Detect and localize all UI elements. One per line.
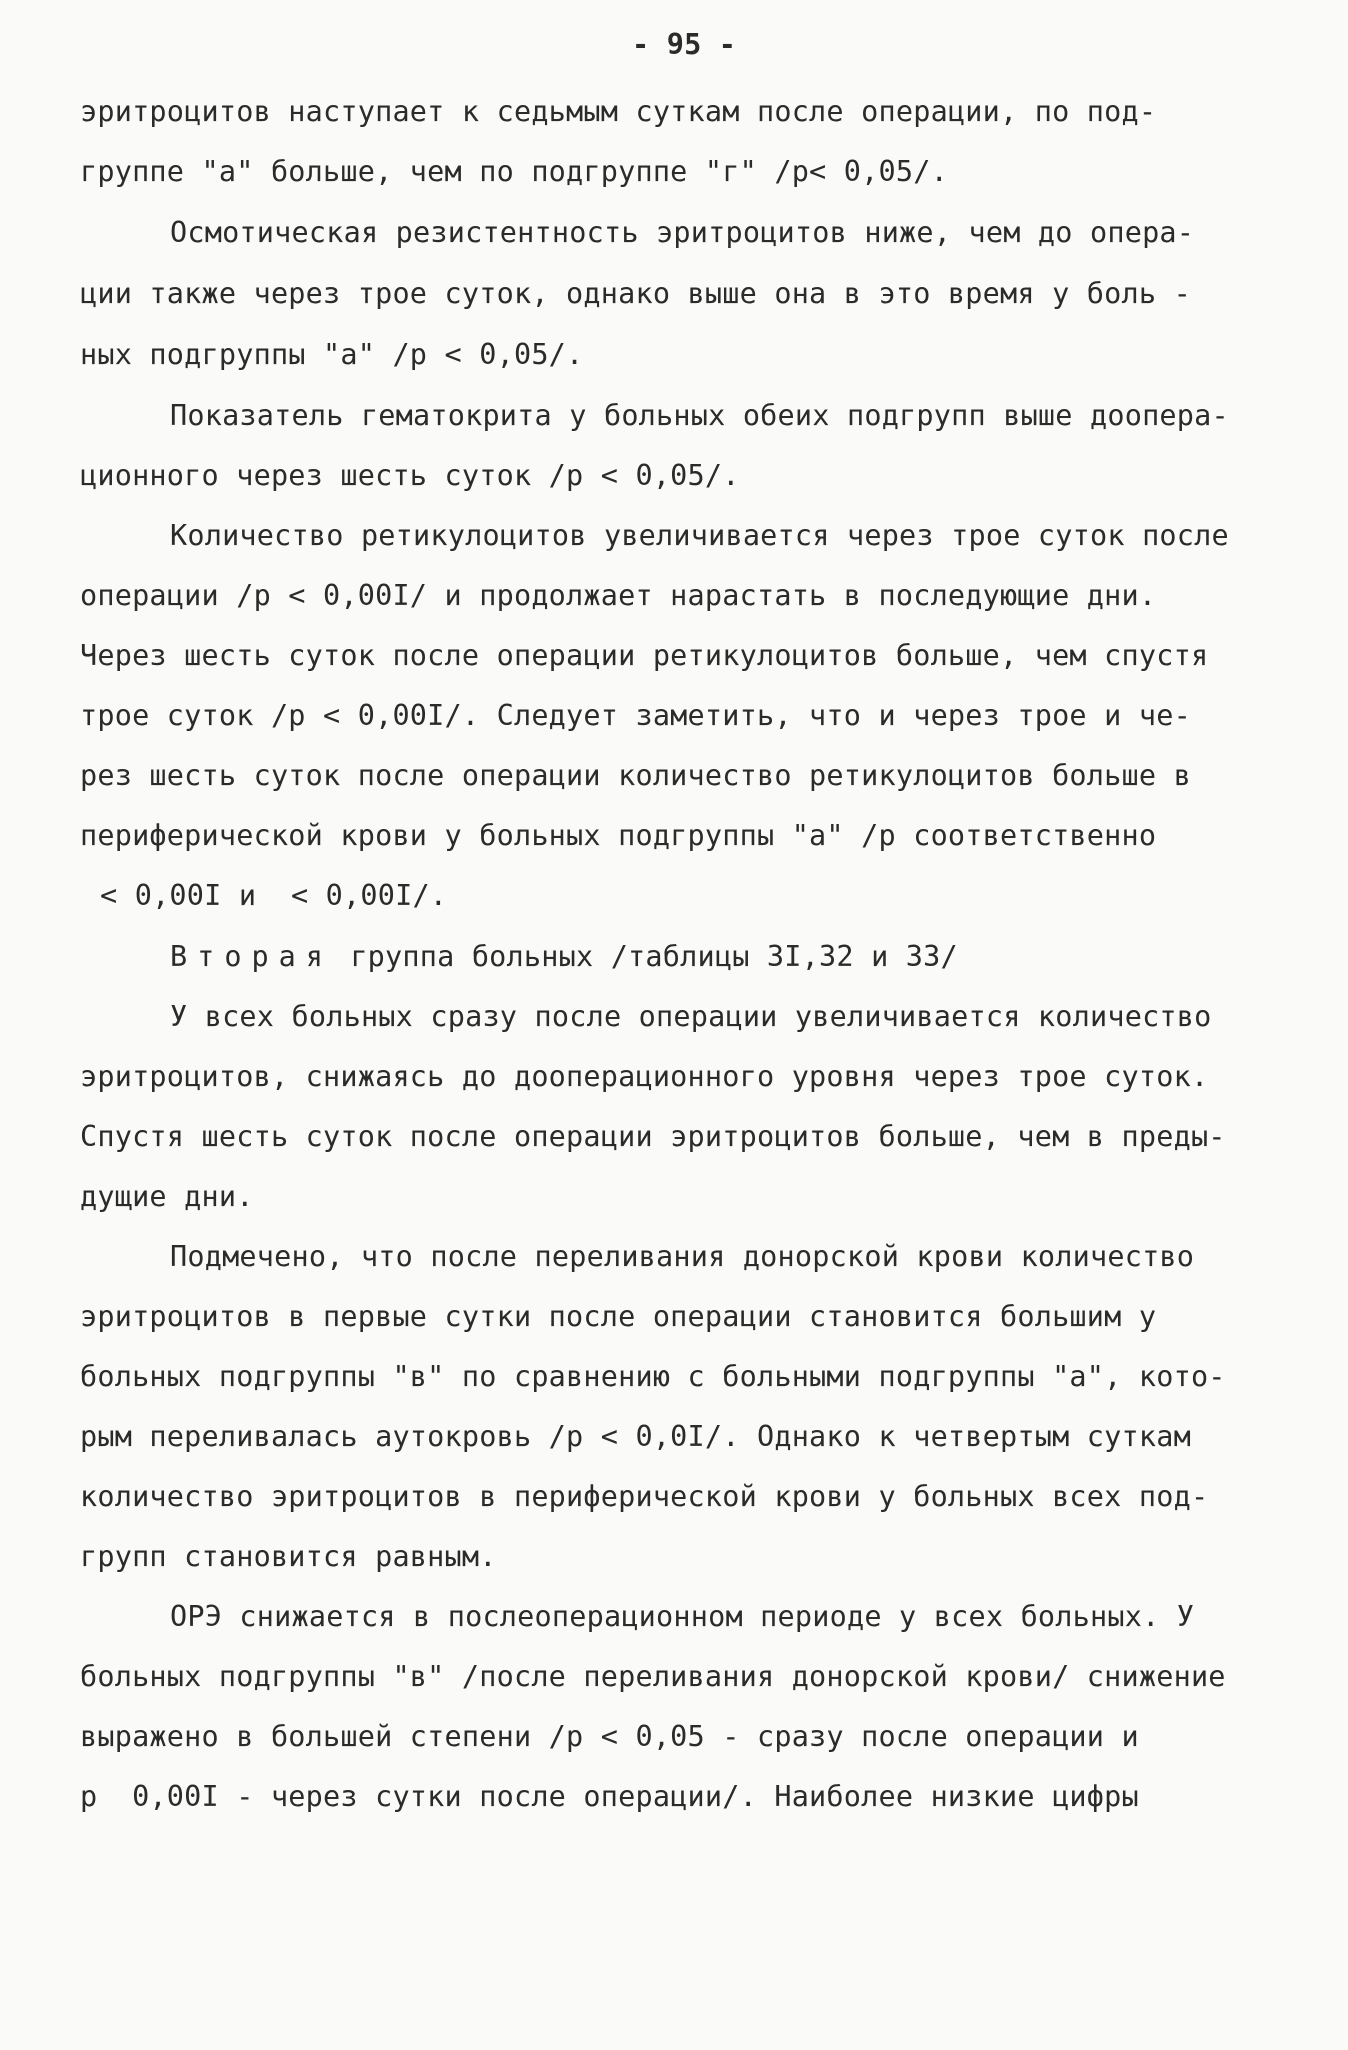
text-line: групп становится равным. bbox=[80, 1540, 497, 1573]
text-line: группе "а" больше, чем по подгруппе "г" /р< 0,05/. bbox=[80, 155, 948, 188]
text-line: эритроцитов, снижаясь до дооперационного уровня через трое суток. bbox=[80, 1060, 1209, 1093]
section-heading bbox=[170, 940, 958, 974]
text-line: дущие дни. bbox=[80, 1180, 254, 1213]
text-line: операции /р < 0,00I/ и продолжает нарастать в последующие дни. bbox=[80, 579, 1157, 612]
text-line: Подмечено, что после переливания донорской крови количество bbox=[170, 1240, 1195, 1273]
text-line: выражено в большей степени /р < 0,05 - сразу после операции и bbox=[80, 1720, 1139, 1753]
text-line: Спустя шесть суток после операции эритроцитов больше, чем в преды- bbox=[80, 1120, 1226, 1153]
section-heading-spaced-word: Вторая bbox=[170, 940, 333, 973]
text-line: р 0,00I - через сутки после операции/. Наиболее низкие цифры bbox=[80, 1780, 1139, 1813]
text-line: ционного через шесть суток /р < 0,05/. bbox=[80, 459, 740, 492]
text-line: больных подгруппы "в" /после переливания донорской крови/ снижение bbox=[80, 1660, 1226, 1693]
text-line: эритроцитов в первые сутки после операции становится большим у bbox=[80, 1300, 1157, 1333]
text-line: Показатель гематокрита у больных обеих подгрупп выше доопера- bbox=[170, 399, 1229, 432]
text-line: Через шесть суток после операции ретикулоцитов больше, чем спустя bbox=[80, 639, 1209, 672]
text-line: У всех больных сразу после операции увеличивается количество bbox=[170, 1000, 1212, 1033]
section-heading-text: группа больных /таблицы 3I,32 и 33/ bbox=[350, 940, 958, 973]
text-line: трое суток /р < 0,00I/. Следует заметить, что и через трое и че- bbox=[80, 699, 1191, 732]
text-line: Осмотическая резистентность эритроцитов ниже, чем до опера- bbox=[170, 216, 1195, 249]
text-line: эритроцитов наступает к седьмым суткам после операции, по под- bbox=[80, 95, 1157, 128]
text-line: ОРЭ снижается в послеоперационном периоде у всех больных. У bbox=[170, 1600, 1195, 1633]
text-line: < 0,00I и < 0,00I/. bbox=[100, 879, 448, 912]
text-line: рым переливалась аутокровь /р < 0,0I/. Однако к четвертым суткам bbox=[80, 1420, 1191, 1453]
text-line: Количество ретикулоцитов увеличивается через трое суток после bbox=[170, 519, 1229, 552]
text-line: ных подгруппы "а" /р < 0,05/. bbox=[80, 338, 584, 371]
page-number: - 95 - bbox=[632, 28, 737, 61]
text-line: периферической крови у больных подгруппы "а" /р соответственно bbox=[80, 819, 1157, 852]
text-line: больных подгруппы "в" по сравнению с больными подгруппы "а", кото- bbox=[80, 1360, 1226, 1393]
text-line: ции также через трое суток, однако выше она в это время у боль - bbox=[80, 277, 1191, 310]
text-line: рез шесть суток после операции количество ретикулоцитов больше в bbox=[80, 759, 1191, 792]
text-line: количество эритроцитов в периферической крови у больных всех под- bbox=[80, 1480, 1209, 1513]
